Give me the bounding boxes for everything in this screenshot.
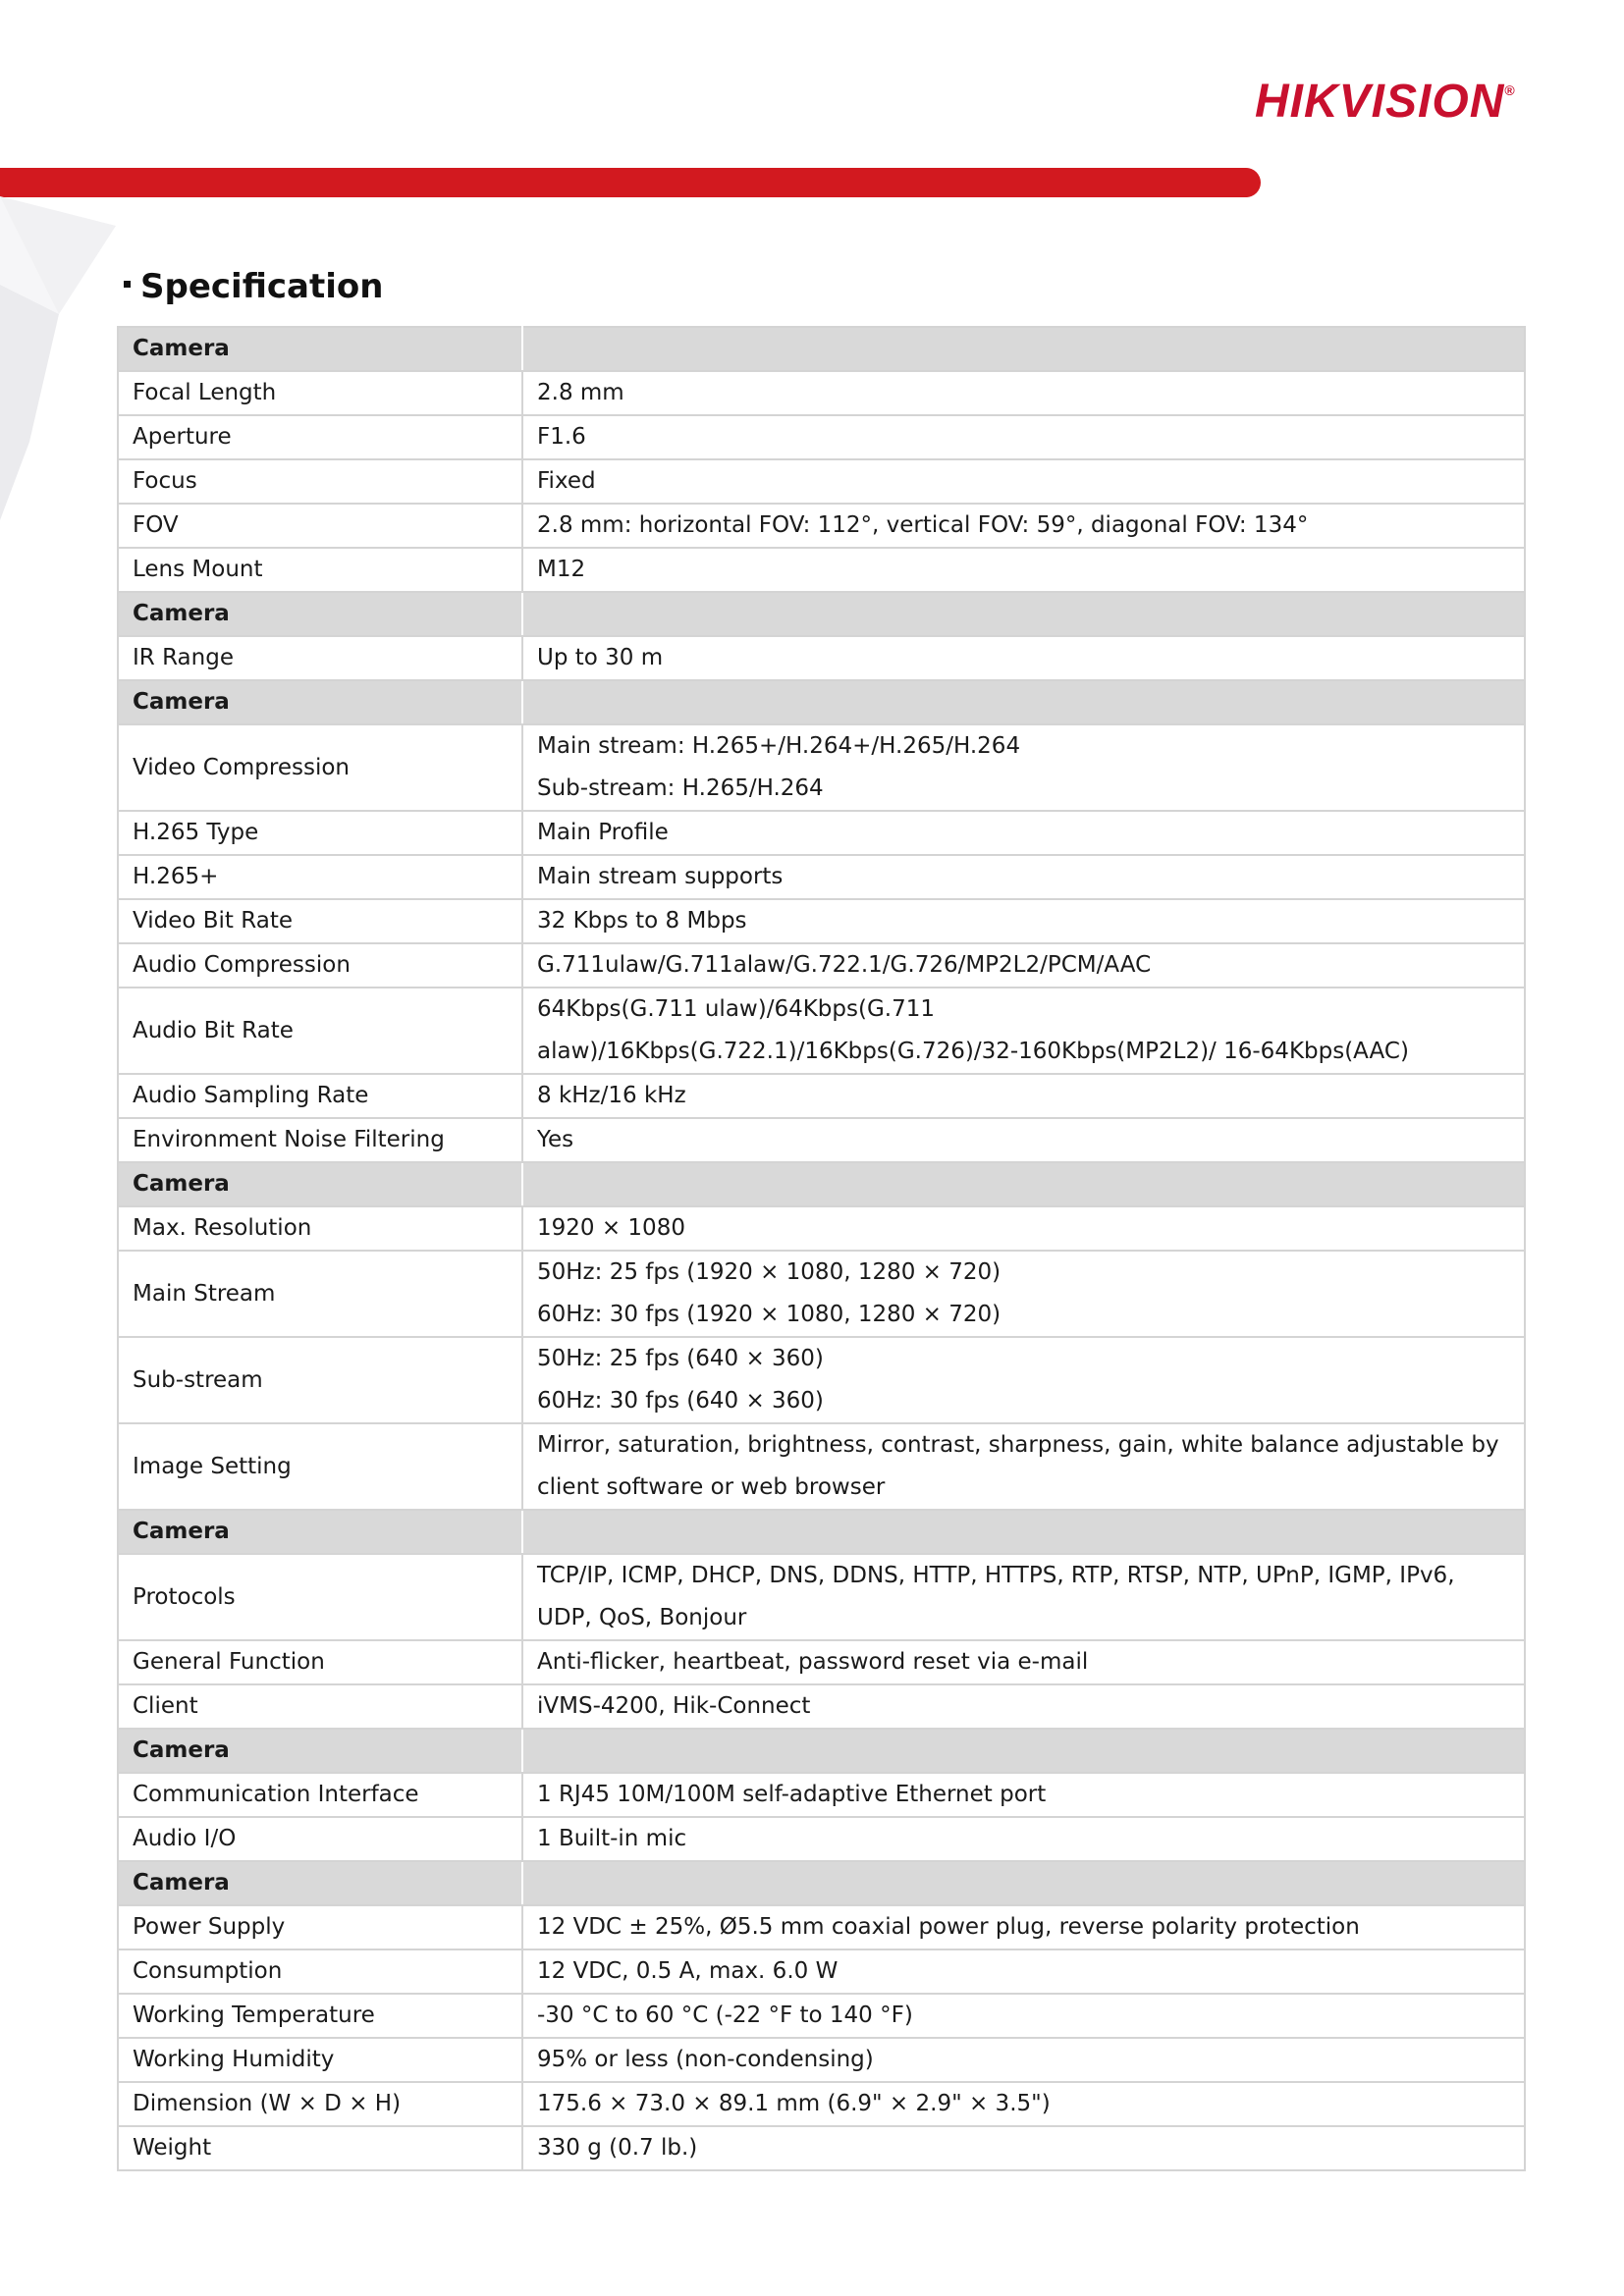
spec-value xyxy=(522,811,1525,855)
spec-value-line: 60Hz: 30 fps (640 × 360) xyxy=(537,1388,824,1414)
spec-value xyxy=(522,988,1525,1074)
spec-row xyxy=(118,1118,1525,1162)
spec-row xyxy=(118,1773,1525,1817)
spec-row xyxy=(118,855,1525,899)
spec-value-line: 60Hz: 30 fps (1920 × 1080, 1280 × 720) xyxy=(537,1302,1001,1327)
section-spacer xyxy=(522,592,1525,636)
spec-row xyxy=(118,1640,1525,1684)
spec-row xyxy=(118,1554,1525,1640)
spec-value-line: M12 xyxy=(537,557,586,582)
spec-value xyxy=(522,1074,1525,1118)
spec-value-line: Main stream: H.265+/H.264+/H.265/H.264 xyxy=(537,733,1021,759)
spec-label: FOV xyxy=(118,504,522,548)
section-header-row xyxy=(118,1861,1525,1905)
spec-value xyxy=(522,943,1525,988)
spec-value-line: 12 VDC, 0.5 A, max. 6.0 W xyxy=(537,1958,839,1984)
spec-label: H.265 Type xyxy=(118,811,522,855)
spec-label: Audio Bit Rate xyxy=(118,988,522,1074)
spec-value xyxy=(522,1423,1525,1510)
spec-value xyxy=(522,371,1525,415)
spec-value xyxy=(522,2126,1525,2170)
spec-value xyxy=(522,2038,1525,2082)
spec-value-line: Mirror, saturation, brightness, contrast, sharpness, gain, white balance adjustable by xyxy=(537,1432,1499,1458)
spec-value-line: 2.8 mm: horizontal FOV: 112°, vertical FOV: 59°, diagonal FOV: 134° xyxy=(537,512,1309,538)
spec-value-line: F1.6 xyxy=(537,424,586,450)
spec-value-line: Anti-flicker, heartbeat, password reset via e-mail xyxy=(537,1649,1089,1675)
spec-value-line: 50Hz: 25 fps (640 × 360) xyxy=(537,1346,824,1371)
spec-value xyxy=(522,636,1525,680)
heading-bullet-icon xyxy=(124,281,131,288)
section-header-row xyxy=(118,1162,1525,1206)
spec-value-line: 1 Built-in mic xyxy=(537,1826,687,1851)
spec-value-line: Sub-stream: H.265/H.264 xyxy=(537,775,824,801)
spec-value xyxy=(522,724,1525,811)
spec-label: Working Humidity xyxy=(118,2038,522,2082)
section-spacer xyxy=(522,1729,1525,1773)
spec-row xyxy=(118,1994,1525,2038)
spec-value-line: 50Hz: 25 fps (1920 × 1080, 1280 × 720) xyxy=(537,1259,1001,1285)
spec-row xyxy=(118,636,1525,680)
spec-label: Dimension (W × D × H) xyxy=(118,2082,522,2126)
spec-value xyxy=(522,1773,1525,1817)
spec-value-line: Up to 30 m xyxy=(537,645,664,670)
spec-value-line: 2.8 mm xyxy=(537,380,624,405)
spec-row xyxy=(118,1206,1525,1251)
spec-value xyxy=(522,1206,1525,1251)
spec-row xyxy=(118,1337,1525,1423)
spec-row xyxy=(118,1817,1525,1861)
spec-value-line: Main stream supports xyxy=(537,864,784,889)
section-spacer xyxy=(522,1510,1525,1554)
spec-value xyxy=(522,1994,1525,2038)
spec-label: Audio I/O xyxy=(118,1817,522,1861)
spec-value-line: 1920 × 1080 xyxy=(537,1215,685,1241)
section-header-row xyxy=(118,1729,1525,1773)
spec-row xyxy=(118,1949,1525,1994)
brand-logo: HIKVISION® xyxy=(1255,76,1516,128)
spec-value xyxy=(522,504,1525,548)
spec-value-line: G.711ulaw/G.711alaw/G.722.1/G.726/MP2L2/PCM/AAC xyxy=(537,952,1152,978)
spec-label: Video Compression xyxy=(118,724,522,811)
spec-row xyxy=(118,899,1525,943)
spec-value-line: 95% or less (non-condensing) xyxy=(537,2047,874,2072)
spec-value-line: 12 VDC ± 25%, Ø5.5 mm coaxial power plug, reverse polarity protection xyxy=(537,1914,1360,1940)
section-title: Camera xyxy=(118,592,522,636)
spec-value xyxy=(522,1640,1525,1684)
spec-value-line: client software or web browser xyxy=(537,1474,886,1500)
spec-label: Video Bit Rate xyxy=(118,899,522,943)
spec-value xyxy=(522,1337,1525,1423)
spec-label: Sub-stream xyxy=(118,1337,522,1423)
spec-value-line: UDP, QoS, Bonjour xyxy=(537,1605,747,1630)
spec-label: Aperture xyxy=(118,415,522,459)
section-spacer xyxy=(522,680,1525,724)
spec-label: Focus xyxy=(118,459,522,504)
spec-label: Working Temperature xyxy=(118,1994,522,2038)
spec-row xyxy=(118,1251,1525,1337)
section-title: Camera xyxy=(118,1729,522,1773)
spec-value xyxy=(522,1251,1525,1337)
spec-row xyxy=(118,811,1525,855)
spec-value-line: Fixed xyxy=(537,468,596,494)
spec-label: H.265+ xyxy=(118,855,522,899)
spec-value-line: 1 RJ45 10M/100M self-adaptive Ethernet port xyxy=(537,1782,1047,1807)
spec-value xyxy=(522,459,1525,504)
decorative-star-watermark xyxy=(0,196,128,530)
spec-label: Consumption xyxy=(118,1949,522,1994)
spec-row xyxy=(118,943,1525,988)
section-title: Camera xyxy=(118,1861,522,1905)
section-spacer xyxy=(522,1861,1525,1905)
spec-label: General Function xyxy=(118,1640,522,1684)
spec-value xyxy=(522,1817,1525,1861)
spec-row xyxy=(118,988,1525,1074)
header-red-bar xyxy=(0,168,1261,197)
page-title: Specification xyxy=(124,267,383,306)
spec-label: Focal Length xyxy=(118,371,522,415)
spec-value xyxy=(522,2082,1525,2126)
spec-value-line: alaw)/16Kbps(G.722.1)/16Kbps(G.726)/32-160Kbps(MP2L2)/ 16-64Kbps(AAC) xyxy=(537,1039,1409,1064)
spec-value xyxy=(522,855,1525,899)
specification-table xyxy=(117,326,1526,2171)
spec-value-line: 8 kHz/16 kHz xyxy=(537,1083,686,1108)
spec-value-line: Main Profile xyxy=(537,820,669,845)
spec-value-line: 64Kbps(G.711 ulaw)/64Kbps(G.711 xyxy=(537,996,935,1022)
spec-label: Environment Noise Filtering xyxy=(118,1118,522,1162)
spec-value-line: TCP/IP, ICMP, DHCP, DNS, DDNS, HTTP, HTTPS, RTP, RTSP, NTP, UPnP, IGMP, IPv6, xyxy=(537,1563,1455,1588)
section-header-row xyxy=(118,327,1525,371)
spec-row xyxy=(118,2126,1525,2170)
spec-value xyxy=(522,548,1525,592)
spec-label: Weight xyxy=(118,2126,522,2170)
spec-label: Lens Mount xyxy=(118,548,522,592)
spec-label: Audio Compression xyxy=(118,943,522,988)
spec-label: Image Setting xyxy=(118,1423,522,1510)
spec-value xyxy=(522,1905,1525,1949)
spec-value-line: 175.6 × 73.0 × 89.1 mm (6.9" × 2.9" × 3.5") xyxy=(537,2091,1051,2116)
spec-row xyxy=(118,1423,1525,1510)
section-title: Camera xyxy=(118,680,522,724)
section-title: Camera xyxy=(118,1162,522,1206)
spec-label: Audio Sampling Rate xyxy=(118,1074,522,1118)
spec-row xyxy=(118,504,1525,548)
spec-row xyxy=(118,548,1525,592)
spec-value-line: iVMS-4200, Hik-Connect xyxy=(537,1693,811,1719)
section-title: Camera xyxy=(118,1510,522,1554)
spec-value xyxy=(522,1949,1525,1994)
spec-value-line: 32 Kbps to 8 Mbps xyxy=(537,908,747,934)
spec-row xyxy=(118,1074,1525,1118)
spec-value xyxy=(522,415,1525,459)
spec-label: Protocols xyxy=(118,1554,522,1640)
spec-label: Power Supply xyxy=(118,1905,522,1949)
section-header-row xyxy=(118,592,1525,636)
spec-value-line: -30 °C to 60 °C (-22 °F to 140 °F) xyxy=(537,2002,913,2028)
spec-row xyxy=(118,371,1525,415)
spec-value xyxy=(522,1684,1525,1729)
spec-label: IR Range xyxy=(118,636,522,680)
section-header-row xyxy=(118,680,1525,724)
spec-row xyxy=(118,2038,1525,2082)
spec-value-line: Yes xyxy=(537,1127,574,1152)
section-spacer xyxy=(522,327,1525,371)
spec-value xyxy=(522,1554,1525,1640)
spec-row xyxy=(118,2082,1525,2126)
spec-label: Max. Resolution xyxy=(118,1206,522,1251)
spec-row xyxy=(118,1684,1525,1729)
spec-row xyxy=(118,415,1525,459)
spec-row xyxy=(118,459,1525,504)
spec-row xyxy=(118,724,1525,811)
section-spacer xyxy=(522,1162,1525,1206)
spec-label: Client xyxy=(118,1684,522,1729)
section-title: Camera xyxy=(118,327,522,371)
spec-label: Communication Interface xyxy=(118,1773,522,1817)
spec-label: Main Stream xyxy=(118,1251,522,1337)
spec-row xyxy=(118,1905,1525,1949)
spec-value xyxy=(522,1118,1525,1162)
spec-value-line: 330 g (0.7 lb.) xyxy=(537,2135,698,2161)
spec-value xyxy=(522,899,1525,943)
section-header-row xyxy=(118,1510,1525,1554)
